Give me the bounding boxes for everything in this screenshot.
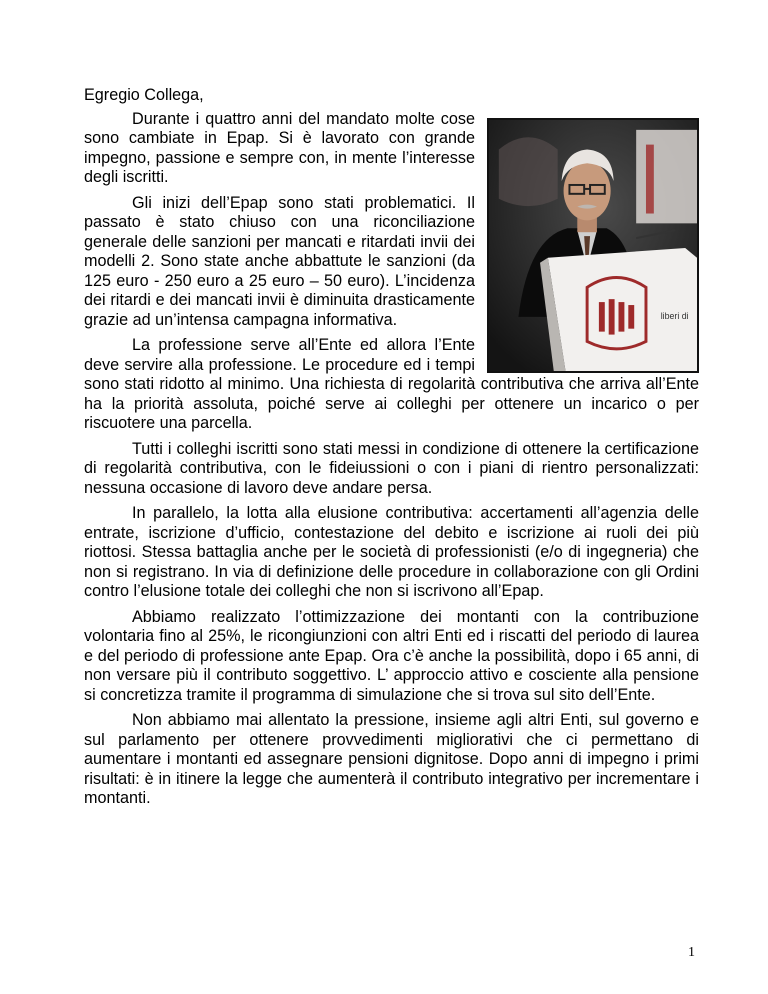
page-number: 1 — [688, 945, 695, 960]
speaker-photo-image — [489, 120, 697, 371]
paragraph: In parallelo, la lotta alla elusione contributiva: accertamenti all’agenzia delle entrate, iscrizione d’ufficio, contestazione del debito e iscrizione ai ruoli dei più riottosi. Stessa battaglia anche per le società di professionisti (e/o di ingegneria) che non si registrano. In via di definizione delle procedure in collaborazione con gli Ordini contro l’elusione totale dei colleghi che non si iscrivono all’Epap. — [84, 504, 699, 600]
paragraph: La professione serve all’Ente ed allora l’Ente deve servire alla professione. Le procedure ed i tempi sono stati ridotto al minimo. Una richiesta di regolarità contributiva che arriva all’Ente ha la priorità assoluta, poiché serve ai colleghi per ottenere un incarico o per riscuotere una parcella. — [84, 336, 699, 432]
speaker-photo — [487, 118, 699, 373]
podium-text: liberi di — [660, 310, 689, 321]
greeting: Egregio Collega, — [84, 86, 204, 104]
paragraph: Durante i quattro anni del mandato molte cose sono cambiate in Epap. Si è lavorato con grande impegno, passione e sempre con, in mente l’interesse degli iscritti. — [84, 109, 475, 186]
paragraph: Abbiamo realizzato l’ottimizzazione dei montanti con la contribuzione volontaria fino al 25%, le ricongiunzioni con altri Enti ed i riscatti del periodo di laurea e del periodo di professione ante Epap. Ora c’è anche la possibilità, dopo i 65 anni, di non versare più il contributo soggettivo. L’ approccio attivo e cosciente alla pensione si concretizza tramite il programma di simulazione che si trova sul sito dell’Ente. — [84, 607, 699, 704]
letter-body — [84, 86, 699, 815]
paragraph: Non abbiamo mai allentato la pressione, insieme agli altri Enti, sul governo e sul parlamento per ottenere provvedimenti migliorativi che ci permettano di aumentare i montanti ed assegnare pensioni dignitose. Dopo anni di impegno i primi risultati: è in itinere la legge che aumenterà il contributo integrativo per incrementare i montanti. — [84, 711, 699, 807]
paragraph: Tutti i colleghi iscritti sono stati messi in condizione di ottenere la certificazione di regolarità contributiva, con le fideiussioni o con i piani di rientro personalizzati: nessuna occasione di lavoro deve andare persa. — [84, 439, 699, 497]
paragraph: Gli inizi dell’Epap sono stati problematici. Il passato è stato chiuso con una riconciliazione generale delle sanzioni per mancati e ritardati invii dei modelli 2. Sono state anche abbattute le sanzioni (da 125 euro - 250 euro a 25 euro – 50 euro). L’incidenza dei ritardi e dei mancati invii è diminuita drasticamente grazie ad un’intensa campagna informativa. — [84, 193, 475, 329]
